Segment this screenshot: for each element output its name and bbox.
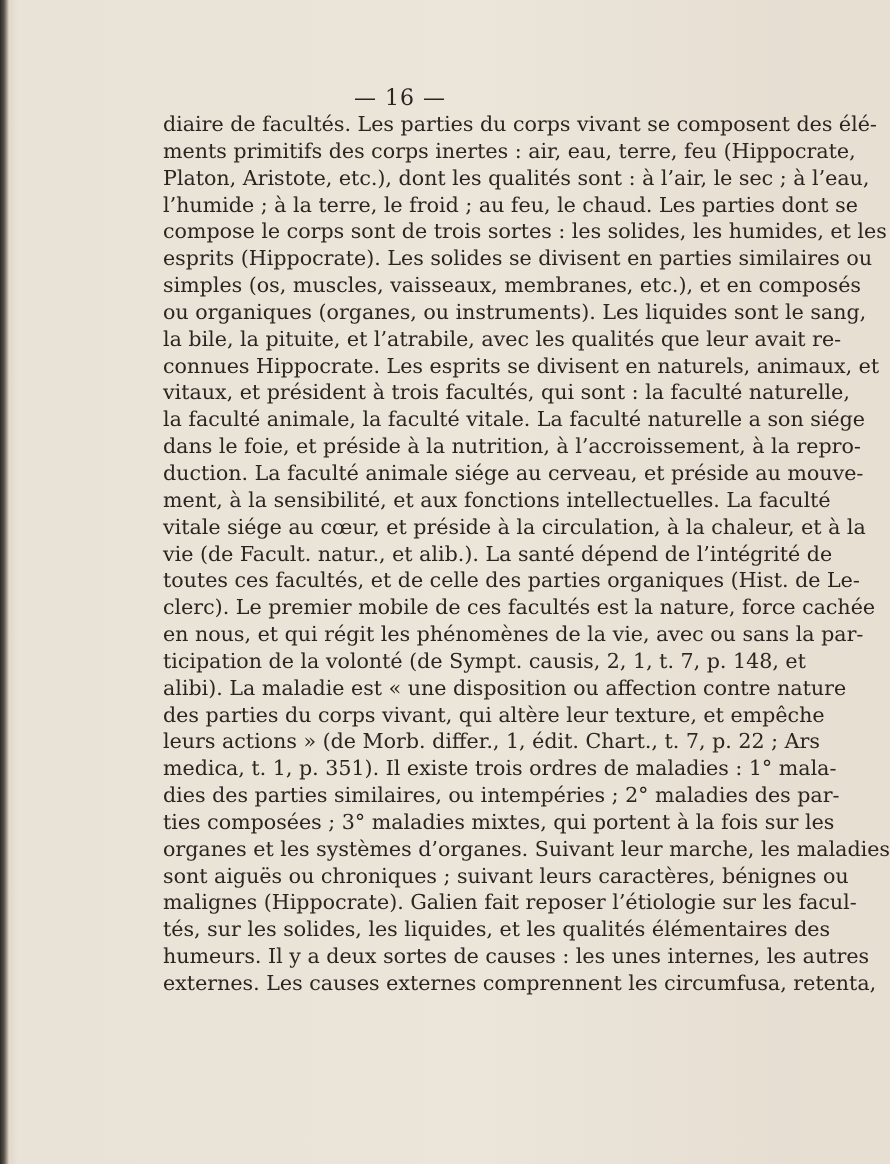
text-line: Platon, Aristote, etc.), dont les qualités sont : à l’air, le sec ; à l’eau, bbox=[163, 165, 870, 190]
text-line: la bile, la pituite, et l’atrabile, avec les qualités que leur avait re- bbox=[163, 326, 842, 351]
text-line: la faculté animale, la faculté vitale. La faculté naturelle a son siége bbox=[163, 407, 865, 432]
text-line: medica, t. 1, p. 351). Il existe trois ordres de maladies : 1° mala- bbox=[163, 756, 837, 781]
text-line: l’humide ; à la terre, le froid ; au feu, le chaud. Les parties dont se bbox=[163, 192, 858, 217]
text-line: ticipation de la volonté (de Sympt. causis, 2, 1, t. 7, p. 148, et bbox=[163, 648, 806, 673]
text-line: malignes (Hippocrate). Galien fait reposer l’étiologie sur les facul- bbox=[163, 890, 857, 915]
text-line: vitaux, et président à trois facultés, qui sont : la faculté naturelle, bbox=[163, 380, 850, 405]
text-line: ment, à la sensibilité, et aux fonctions intellectuelles. La faculté bbox=[163, 487, 831, 512]
text-line: diaire de facultés. Les parties du corps vivant se composent des élé- bbox=[163, 112, 877, 136]
text-line: en nous, et qui régit les phénomènes de la vie, avec ou sans la par- bbox=[163, 622, 864, 647]
text-line: externes. Les causes externes comprennent les circumfusa, retenta, bbox=[163, 971, 877, 995]
text-line: leurs actions » (de Morb. differ., 1, édit. Chart., t. 7, p. 22 ; Ars bbox=[163, 729, 820, 754]
page-number: — 16 — bbox=[354, 86, 446, 111]
text-line: esprits (Hippocrate). Les solides se divisent en parties similaires ou bbox=[163, 246, 873, 271]
text-line: ments primitifs des corps inertes : air, eau, terre, feu (Hippocrate, bbox=[163, 138, 856, 163]
text-line: alibi). La maladie est « une disposition ou affection contre nature bbox=[163, 675, 847, 700]
text-line: ties composées ; 3° maladies mixtes, qui portent à la fois sur les bbox=[163, 809, 835, 834]
text-line: humeurs. Il y a deux sortes de causes : les unes internes, les autres bbox=[163, 944, 870, 969]
text-line: dies des parties similaires, ou intempéries ; 2° maladies des par- bbox=[163, 783, 840, 808]
text-line: organes et les systèmes d’organes. Suivant leur marche, les maladies bbox=[163, 836, 890, 861]
text-line: sont aiguës ou chroniques ; suivant leurs caractères, bénignes ou bbox=[163, 863, 849, 888]
text-line: ou organiques (organes, ou instruments). Les liquides sont le sang, bbox=[163, 299, 867, 324]
text-line: clerc). Le premier mobile de ces facultés est la nature, force cachée bbox=[163, 595, 876, 620]
text-line: vitale siége au cœur, et préside à la circulation, à la chaleur, et à la bbox=[163, 514, 866, 539]
page-binding-edge bbox=[0, 0, 9, 1164]
text-line: toutes ces facultés, et de celle des parties organiques (Hist. de Le- bbox=[163, 568, 860, 593]
text-line: duction. La faculté animale siége au cerveau, et préside au mouve- bbox=[163, 460, 864, 485]
text-line: simples (os, muscles, vaisseaux, membranes, etc.), et en composés bbox=[163, 273, 861, 298]
text-line: des parties du corps vivant, qui altère leur texture, et empêche bbox=[163, 702, 825, 727]
text-line: dans le foie, et préside à la nutrition, à l’accroissement, à la repro- bbox=[163, 434, 861, 459]
text-line: connues Hippocrate. Les esprits se divisent en naturels, animaux, et bbox=[163, 353, 880, 378]
body-text bbox=[163, 111, 890, 997]
text-line: tés, sur les solides, les liquides, et les qualités élémentaires des bbox=[163, 917, 831, 942]
text-line: compose le corps sont de trois sortes : les solides, les humides, et les bbox=[163, 219, 887, 244]
text-line: vie (de Facult. natur., et alib.). La santé dépend de l’intégrité de bbox=[163, 541, 833, 566]
